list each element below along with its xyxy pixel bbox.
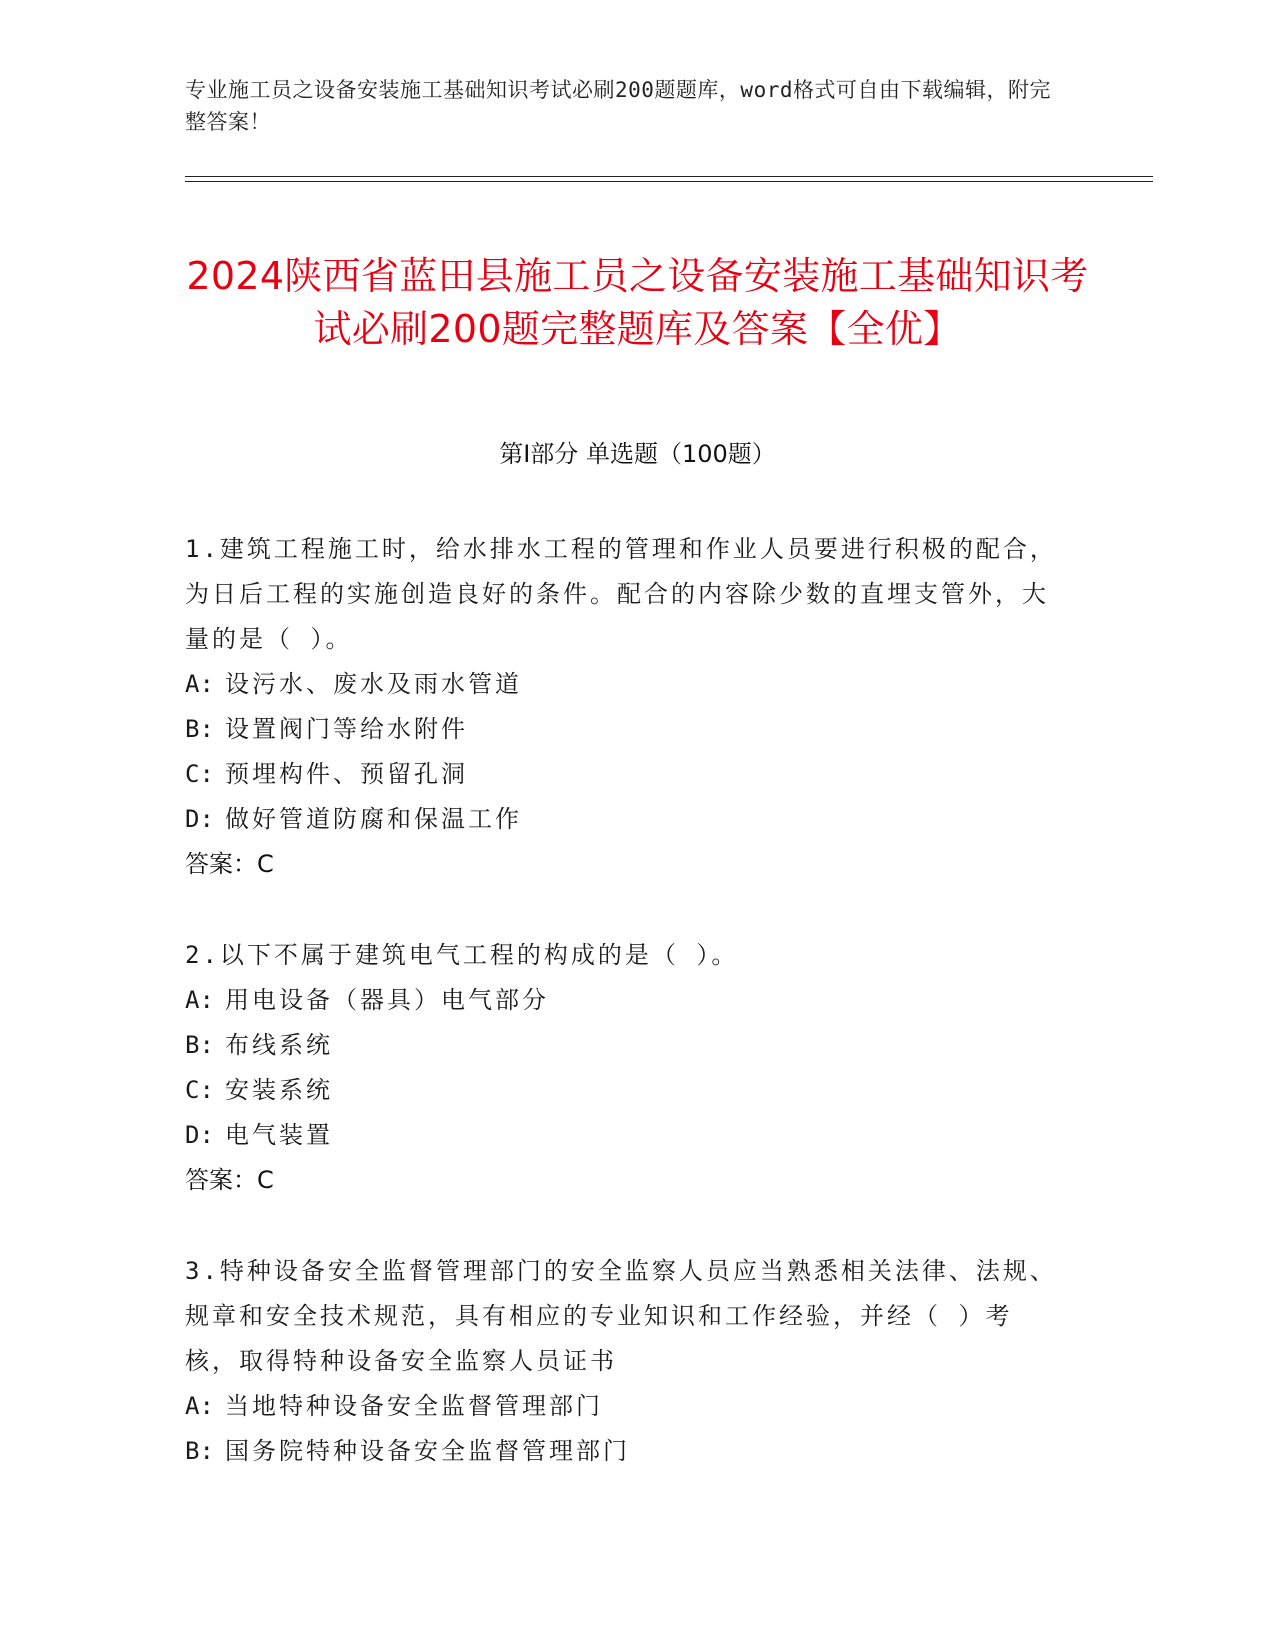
option-text: 设污水、废水及雨水管道 bbox=[225, 670, 522, 698]
header-divider-bottom bbox=[185, 181, 1153, 182]
option-b bbox=[185, 1023, 1065, 1068]
option-a bbox=[185, 662, 1065, 707]
question-2 bbox=[185, 933, 1065, 1203]
option-text: 做好管道防腐和保温工作 bbox=[225, 805, 522, 833]
option-letter: C: bbox=[185, 760, 214, 788]
header-note: 专业施工员之设备安装施工基础知识考试必刷200题题库，word格式可自由下载编辑，附完整答案！ bbox=[185, 78, 1051, 134]
option-c bbox=[185, 752, 1065, 797]
question-stem: 3.特种设备安全监督管理部门的安全监察人员应当熟悉相关法律、法规、规章和安全技术规范，具有相应的专业知识和工作经验，并经（ ）考核，取得特种设备安全监察人员证书 bbox=[185, 1257, 1057, 1375]
option-text: 用电设备（器具）电气部分 bbox=[225, 986, 549, 1014]
option-letter: B: bbox=[185, 1437, 214, 1465]
answer-value: C bbox=[257, 850, 274, 878]
option-letter: A: bbox=[185, 986, 214, 1014]
option-text: 布线系统 bbox=[225, 1031, 333, 1059]
option-letter: A: bbox=[185, 1392, 214, 1420]
section-title: 第I部分 单选题（100题） bbox=[499, 440, 776, 468]
option-a bbox=[185, 1384, 1065, 1429]
option-text: 国务院特种设备安全监督管理部门 bbox=[225, 1437, 630, 1465]
option-text: 设置阀门等给水附件 bbox=[225, 715, 468, 743]
option-letter: C: bbox=[185, 1076, 214, 1104]
option-text: 电气装置 bbox=[225, 1121, 333, 1149]
option-text: 预埋构件、预留孔洞 bbox=[225, 760, 468, 788]
option-d bbox=[185, 797, 1065, 842]
question-stem: 1.建筑工程施工时，给水排水工程的管理和作业人员要进行积极的配合，为日后工程的实施创造良好的条件。配合的内容除少数的直埋支管外，大量的是（ ）。 bbox=[185, 535, 1057, 653]
answer-value: C bbox=[257, 1166, 274, 1194]
question-list bbox=[185, 527, 1065, 1520]
answer-label: 答案： bbox=[185, 850, 257, 878]
option-letter: B: bbox=[185, 715, 214, 743]
option-text: 安装系统 bbox=[225, 1076, 333, 1104]
document-title: 2024陕西省蓝田县施工员之设备安装施工基础知识考试必刷200题完整题库及答案【全优】 bbox=[186, 254, 1089, 352]
question-stem: 2.以下不属于建筑电气工程的构成的是（ ）。 bbox=[185, 941, 739, 969]
option-letter: B: bbox=[185, 1031, 214, 1059]
answer-line bbox=[185, 842, 1065, 887]
option-b bbox=[185, 1429, 1065, 1474]
option-d bbox=[185, 1113, 1065, 1158]
answer-label: 答案： bbox=[185, 1166, 257, 1194]
option-letter: A: bbox=[185, 670, 214, 698]
question-1 bbox=[185, 527, 1065, 887]
header-divider-top bbox=[185, 176, 1153, 177]
option-c bbox=[185, 1068, 1065, 1113]
question-3 bbox=[185, 1249, 1065, 1474]
option-letter: D: bbox=[185, 805, 214, 833]
option-text: 当地特种设备安全监督管理部门 bbox=[225, 1392, 603, 1420]
option-letter: D: bbox=[185, 1121, 214, 1149]
answer-line bbox=[185, 1158, 1065, 1203]
option-a bbox=[185, 978, 1065, 1023]
option-b bbox=[185, 707, 1065, 752]
